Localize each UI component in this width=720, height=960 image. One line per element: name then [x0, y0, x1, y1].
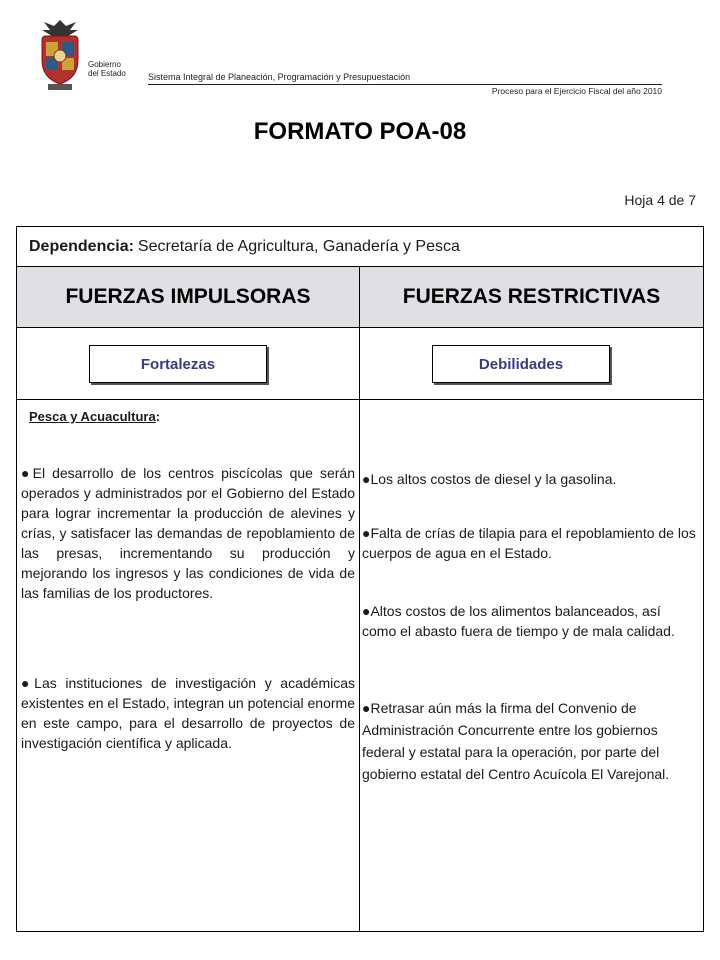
debilidad-item: ●Retrasar aún más la firma del Convenio de Administración Concurrente entre los gobiernos federal y estatal para la operación, por parte del gobierno estatal del Centro Acuícola El Varejonal. — [362, 700, 670, 782]
debilidades-label: Debilidades — [432, 345, 610, 383]
header-row — [17, 267, 703, 328]
section-label — [29, 409, 160, 424]
header-rule — [148, 84, 662, 85]
subheader-row — [17, 327, 703, 400]
dependencia-row — [17, 227, 703, 267]
forces-table — [16, 226, 704, 932]
fuerzas-restrictivas-header: FUERZAS RESTRICTIVAS — [402, 285, 661, 308]
dependencia-label: Dependencia: — [29, 237, 134, 255]
debilidad-item: ●Altos costos de los alimentos balanceados, así como el abasto fuera de tiempo y de mala calidad. — [362, 603, 675, 639]
government-label — [88, 60, 126, 78]
section-colon: : — [155, 409, 161, 424]
debilidad-item: ●Los altos costos de diesel y la gasolina. — [362, 471, 617, 487]
page-number: Hoja 4 de 7 — [624, 192, 696, 208]
process-year: Proceso para el Ejercicio Fiscal del año 2010 — [491, 86, 662, 96]
system-name: Sistema Integral de Planeación, Programación y Presupuestación — [148, 72, 411, 82]
section-title: Pesca y Acuacultura — [29, 409, 156, 424]
content-row — [17, 399, 703, 931]
debilidades-content — [360, 399, 703, 931]
debilidades-cell — [360, 327, 703, 399]
state-seal-logo — [38, 18, 82, 96]
fuerzas-impulsoras-header: FUERZAS IMPULSORAS — [17, 267, 360, 327]
fortalezas-cell — [17, 327, 360, 399]
fortaleza-item: ●Las instituciones de investigación y académicas existentes en el Estado, integran un potencial enorme en este campo, para el desarrollo de proyectos de investigación científica y aplicada. — [21, 675, 355, 751]
dependencia-value: Secretaría de Agricultura, Ganadería y Pesca — [137, 237, 460, 255]
gobierno-text: Gobierno — [88, 60, 121, 69]
page-title: FORMATO POA-08 — [253, 118, 467, 145]
debilidad-item: ●Falta de crías de tilapia para el repoblamiento de los cuerpos de agua en el Estado. — [362, 525, 696, 561]
fortaleza-item: ●El desarrollo de los centros piscícolas que serán operados y administrados por el Gobierno del Estado para lograr incrementar la producción de alevines y crías, y satisfacer las demandas de repoblamiento de las presas, incrementando su producción y mejorando los ingresos y las condiciones de vida de las familias de los productores. — [21, 465, 355, 601]
fortalezas-content — [17, 399, 360, 931]
fortalezas-label: Fortalezas — [89, 345, 267, 383]
del-estado-text: del Estado — [88, 69, 126, 78]
